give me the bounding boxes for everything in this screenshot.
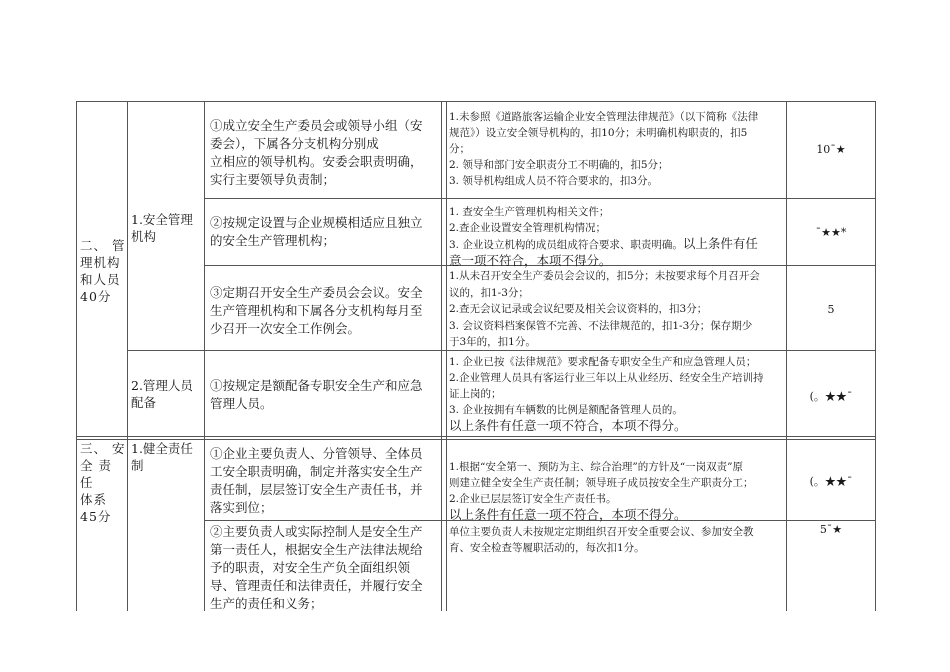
criteria-1-2: 1. 查安全生产管理机构相关文件； 2.查企业设置安全管理机构情况； 3. 企业设立机构的成员组成符合要求、职责明确。以上条件有任 意一项不符合，本项不得分。 <box>449 206 758 268</box>
criteria-1-3: 1.从未召开安全生产委员会会议的，扣5分；未按要求每个月召开会 议的，扣1-3分； 2.查无会议记录或会议纪要及相关会议资料的，扣3分； 3. 会议资料档案保管不完善、不法律规范的，扣1-3分；保存期少 于3年的，扣1分。 <box>449 270 760 348</box>
item-safety-management-org: 1.安全管理 机构 <box>131 212 193 244</box>
score-2-1: (。★★ˉ <box>809 390 853 403</box>
standard-2-1: ①按规定是额配备专职安全生产和应急 管理人员。 <box>210 378 423 411</box>
category-responsibility-system: 三、 安 全 责 任 体系 45分 <box>80 441 126 524</box>
item-responsibility-system: 1.健全责任 制 <box>131 441 193 473</box>
section-divider <box>76 436 876 437</box>
col-divider-2 <box>204 101 205 611</box>
standard-1-2: ②按规定设置与企业规模相适应且独立 的安全生产管理机构； <box>210 215 423 248</box>
score-1-3: 5 <box>827 303 835 316</box>
category-management: 二、 管 理机构 和人员 40分 <box>80 238 126 304</box>
criteria-1-1: 1.未参照《道路旅客运输企业安全管理法律规范》（以下简称《法律 规范》）设立安全领导机构的，扣10分；未明确机构职责的，扣5 分； 2. 领导和部门安全职责分工不明确的，扣5分； 3. 领导机构组成人员不符合要求的，扣3分。 <box>449 111 759 187</box>
standard-1-1: ①成立安全生产委员会或领导小组（安 委会），下属各分支机构分别成 立相应的领导机构。安委会职责明确， 实行主要领导负责制； <box>210 118 423 187</box>
item-management-staffing: 2.管理人员 配备 <box>131 378 193 410</box>
criteria-3-2: 单位主要负责人未按规定定期组织召开安全重要会议、参加安全教 育、安全检查等履职活动的，每次扣1分。 <box>449 526 754 554</box>
table-border-top <box>76 101 876 102</box>
score-1-1: 10ˉ★ <box>816 143 846 156</box>
col-divider-1 <box>127 101 128 611</box>
standard-1-3: ③定期召开安全生产委员会会议。安全 生产管理机构和下属各分支机构每月至 少召开一次安全工作例会。 <box>210 285 423 336</box>
criteria-2-1: 1. 企业已按《法律规范》要求配备专职安全生产和应急管理人员； 2.企业管理人员具有客运行业三年以上从业经历、经安全生产培训持 证上岗的； 3. 企业按拥有车辆数的比例是额配备管理人员的。 以上条件有任意一项不符合，本项不得分。 <box>449 356 764 433</box>
score-3-1: (。★★ˉ <box>809 475 853 488</box>
standard-3-2: ②主要负责人或实际控制人是安全生产 第一责任人，根据安全生产法律法规给 予的职责，对安全生产负全面组织领 导、管理责任和法律责任，并履行安全 生产的责任和义务； <box>210 524 423 611</box>
table-border-right <box>875 101 876 611</box>
col-divider-4 <box>446 101 447 611</box>
row-divider-1 <box>204 198 876 199</box>
score-1-2: ˉ★★* <box>815 226 847 239</box>
criteria-3-1: 1.根据“安全第一、预防为主、综合治理”的方针及“一岗双责”原 则建立健全安全生产责任制；领导班子成员按安全生产职责分工； 2.企业已层层签订安全生产责任书。 以上条件有任意一项不符合，本项不得分。 <box>449 461 754 522</box>
standard-3-1: ①企业主要负责人、分管领导、全体员 工安全职责明确，制定并落实安全生产 责任制，层层签订安全生产责任书，并 落实到位； <box>210 446 423 515</box>
col-divider-3 <box>441 101 442 611</box>
table-border-left <box>76 101 77 611</box>
score-3-2: 5ˉ★ <box>819 523 843 536</box>
